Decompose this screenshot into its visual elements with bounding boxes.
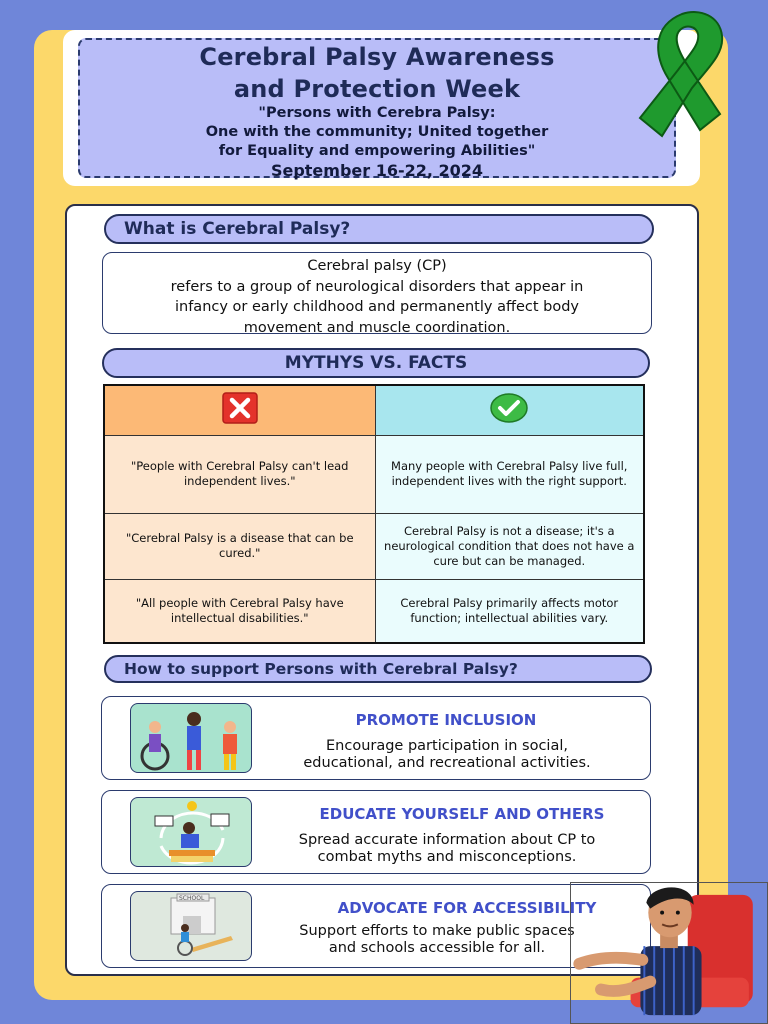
support-text-line2: combat myths and misconceptions.	[317, 849, 577, 865]
support-item-educate	[101, 790, 651, 874]
support-text-line2: and schools accessible for all.	[328, 940, 546, 956]
how-to-support-heading: How to support Persons with Cerebral Palsy?	[104, 655, 652, 683]
myths-facts-table	[103, 384, 645, 644]
header-banner	[78, 38, 676, 178]
definition-box	[102, 252, 652, 334]
fact-cell: Many people with Cerebral Palsy live full, independent lives with the right support.	[375, 435, 644, 513]
support-title: ADVOCATE FOR ACCESSIBILITY	[337, 899, 597, 917]
support-text-line2: educational, and recreational activities.	[303, 755, 591, 771]
definition-line2: infancy or early childhood and permanently affect body	[174, 299, 580, 315]
table-row	[104, 579, 644, 643]
fact-header-cell	[375, 385, 644, 435]
table-header-row	[104, 385, 644, 435]
myth-cell: "All people with Cerebral Palsy have intellectual disabilities."	[104, 579, 375, 643]
fact-cell: Cerebral Palsy is not a disease; it's a neurological condition that does not have a cure but can be managed.	[375, 513, 644, 579]
education-illustration	[130, 797, 252, 867]
theme-line2: One with the community; United together	[205, 124, 549, 140]
myth-cell: "Cerebral Palsy is a disease that can be cured."	[104, 513, 375, 579]
red-x-icon	[221, 392, 259, 424]
green-check-icon	[489, 392, 529, 424]
table-row	[104, 435, 644, 513]
event-dates: September 16-22, 2024	[270, 161, 484, 180]
theme-line1: "Persons with Cerebra Palsy:	[258, 105, 496, 121]
person-in-wheelchair-illustration	[570, 882, 768, 1024]
page-title-line1: Cerebral Palsy Awareness	[199, 43, 555, 71]
support-text-line1: Encourage participation in social,	[326, 738, 568, 754]
support-title: PROMOTE INCLUSION	[355, 711, 537, 729]
table-row	[104, 513, 644, 579]
support-title: EDUCATE YOURSELF AND OTHERS	[319, 805, 605, 823]
definition-term: Cerebral palsy (CP)	[307, 258, 447, 274]
support-text-line1: Support efforts to make public spaces	[299, 923, 575, 939]
what-is-heading: What is Cerebral Palsy?	[104, 214, 654, 244]
school-sign-label: SCHOOL	[179, 895, 205, 902]
awareness-ribbon-icon	[622, 6, 738, 144]
myths-facts-heading: MYTHYS VS. FACTS	[102, 348, 650, 378]
fact-cell: Cerebral Palsy primarily affects motor function; intellectual abilities vary.	[375, 579, 644, 643]
myth-header-cell	[104, 385, 375, 435]
support-text-line1: Spread accurate information about CP to	[298, 832, 596, 848]
myth-cell: "People with Cerebral Palsy can't lead independent lives."	[104, 435, 375, 513]
inclusion-illustration	[130, 703, 252, 773]
accessibility-illustration	[130, 891, 252, 961]
definition-line3: movement and muscle coordination.	[243, 319, 511, 336]
support-item-promote-inclusion	[101, 696, 651, 780]
definition-line1: refers to a group of neurological disorders that appear in	[170, 278, 584, 295]
theme-line3: for Equality and empowering Abilities"	[218, 143, 536, 159]
page-title-line2: and Protection Week	[233, 75, 521, 103]
support-item-accessibility	[101, 884, 651, 968]
